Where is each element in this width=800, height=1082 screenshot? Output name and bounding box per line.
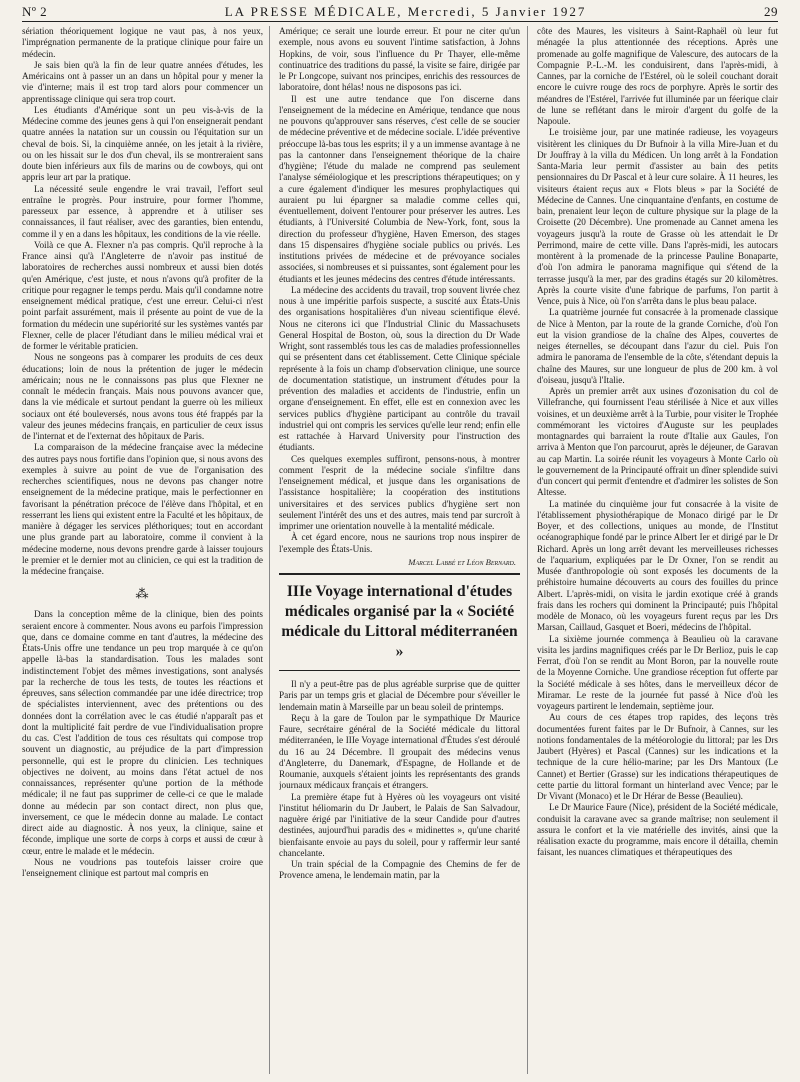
article-title: IIIe Voyage international d'études médicales organisé par la « Société médicale du Littoral méditerranéen » bbox=[281, 583, 518, 660]
header-rule bbox=[22, 21, 778, 22]
issue-number: Nº 2 bbox=[22, 4, 48, 19]
column-divider bbox=[269, 26, 270, 1074]
paragraph: Les étudiants d'Amérique sont un peu vis-à-vis de la Médecine comme des jeunes gens à qui l'on enseignerait pendant quatre années la natation sur un coussin ou l'équitation sur un cheval de bois. Si, la cinquième année, on les jetait à la rivière, ou on les hissait sur le dos d'un cheval, ils se montreraient sans doute bien inférieurs aux fils de marins ou de cowboys, qui ont appris leur art par la pratique. bbox=[22, 104, 263, 183]
paragraph: Amérique; ce serait une lourde erreur. Et pour ne citer qu'un exemple, nous avons eu souvent l'intime satisfaction, à Johns Hopkins, de voir, sous l'influence du Pr Thayer, elle-même continuatrice des traditions du passé, la visite se faire, dirigée par le Pr Longcope, suivant nos principes, enrichis des ressources de laboratoire, dont hélas! nous ne disposons pas ici. bbox=[279, 26, 520, 93]
paragraph: La matinée du cinquième jour fut consacrée à la visite de l'établissement physiothérapique de Monaco dirigé par le Dr Boyer, et des collections, uniques au monde, de l'Institut océanographique fondé par le prince Albert Ier et dirigé par le Dr Richard. Après un long arrêt devant les merveilleuses richesses de l'aquarium, expliquées par le Dr Oxner, l'on se rendit au Musée d'anthropologie où sont exposés les documents de la préhistoire humaine découverts au cours des fouilles du prince Albert. L'après-midi, on visita le jardin exotique créé à grands frais dans les rochers qui dominent la Principauté; puis l'hôpital modèle de Monaco, où les voyageurs furent reçus par les Drs Marsan, Caillaud, Gasquet et Boeri, médecins de l'hôpital. bbox=[537, 498, 778, 633]
article-signature: Marcel Labbé et Léon Bernard. bbox=[408, 556, 516, 567]
paragraph: La quatrième journée fut consacrée à la promenade classique de Nice à Menton, par la route de la grande Corniche, d'où l'on eut la vision grandiose de la chaîne des Alpes, couvertes de neiges éternelles, se découpant dans l'azur du ciel. Puis l'on admira le panorama de l'ensemble de la côte, s'étendant depuis la chaîne des Maures, sur une longueur de plus de 200 km. à vol d'oiseau, jusqu'à l'Italie. bbox=[537, 307, 778, 385]
paragraph: Voilà ce que A. Flexner n'a pas compris. Qu'il reproche à la France ainsi qu'à l'Angleterre de n'avoir pas institué de laboratoires de recherches aussi nombreux et aussi bien dotés qu'en Amérique, c'est juste, et nous n'avons qu'à profiter de la critique pour regagner le temps perdu. Mais qu'il condamne notre enseignement médical pratique, c'est une erreur. Celui-ci n'est point parfait assurément, mais il présente au point de vue de la formation du médecin une supériorité sur les systèmes vantés par Flexner, celle de placer l'étudiant dans le milieu médical vrai et de former le véritable praticien. bbox=[22, 239, 263, 351]
section-separator: ⁂ bbox=[135, 586, 150, 602]
paragraph: Un train spécial de la Compagnie des Chemins de fer de Provence amena, le lendemain matin, par la bbox=[279, 859, 520, 881]
paragraph: Dans la conception même de la clinique, bien des points seraient encore à commenter. Nous avons eu parfois l'impression que, dans ce domaine comme en tant d'autres, la médecine des États-Unis offre une tendance un peu trop marquée à ce qu'on appelle là-bas la standardisation. Tous les malades sont indistinctement l'objet des mêmes investigations, sont analysés par la recherche de tous les tests, de toutes les réactions et épreuves, sans sélection commandée par une idée directrice; trop de spécialistes interviennent, avec des prétentions ou des données dont la corrélation avec le cas étudié n'apparaît pas et dont la multiplicité fait perdre de vue l'individualisation propre du cas. C'est l'addition de tous ces résultats qui compose trop souvent un diagnostic, au préjudice de la part d'impression personnelle, qui est le propre du clinicien. Les techniques objectives ne doivent, au moins dans l'état actuel de nos connaissances, représenter qu'une portion de la méthode médicale; il ne faut pas supprimer de celle-ci ce que le malade donne au médecin par son contact direct, non plus que, inversement, ce que le médecin donne au malade. Le contact direct aide au diagnostic. À nos yeux, la clinique, saine et féconde, implique une sorte de corps à corps et aussi de cœur à cœur, entre le malade et le médecin. bbox=[22, 609, 263, 856]
paragraph: La première étape fut à Hyères où les voyageurs ont visité l'institut héliomarin du Dr Jaubert, le Palais de San Salvadour, naguère érigé par l'initiative de la sœur Candide pour d'autres destinées, aujourd'hui paradis des « midinettes », qu'une charité bienfaisante envoie au pays du soleil, pour y raffermir leur santé chancelante. bbox=[279, 791, 520, 858]
column-3 bbox=[537, 26, 778, 1074]
paragraph: Il n'y a peut-être pas de plus agréable surprise que de quitter Paris par un temps gris et glacial de Décembre pour s'éveiller le lendemain matin à Marseille par un beau soleil de printemps. bbox=[279, 679, 520, 712]
paragraph: Je sais bien qu'à la fin de leur quatre années d'études, les Américains ont à passer un an dans un hôpital pour y mener la vie d'interne; mais il est trop tard alors pour commencer un apprentissage clinique qui sera trop court. bbox=[22, 59, 263, 104]
paragraph: Il est une autre tendance que l'on discerne dans l'enseignement de la médecine en Amérique, tendance que nous ne pouvons qu'approuver sans réserves, c'est celle de se soucier de médecine préventive et de médecine sociale. L'idée préventive préoccupe là-bas tous les esprits; il y a un immense avantage à ne pas la cantonner dans l'enseignement théorique de la chaire d'hygiène; l'étude du malade ne comprend pas seulement l'analyse séméiologique et les prescriptions thérapeutiques; on y a cure également d'indiquer les mesures prophylactiques qui auraient pu lui épargner sa maladie comme celles qui, éventuellement, doivent l'entourer pour préserver les autres. Les étudiants, à l'Université Columbia de New-York, font, sous la direction du professeur d'hygiène, Haven Emerson, des stages dans 15 dispensaires d'hygiène sociale publics ou privés. Les institutions privées de médecine et de prévoyance sociales associées, si nombreuses et si puissantes, sont également pour les étudiants et les jeunes médecins des centres d'étude intéressants. bbox=[279, 93, 520, 284]
paragraph: côte des Maures, les visiteurs à Saint-Raphaël où leur fut ménagée la plus attentionnée des réceptions. Après une promenade au golfe magnifique de Valescure, des autocars de la Compagnie P.-L.-M. les conduisirent, dans l'après-midi, à Cannes, par la corniche de l'Estérel, où le soleil couchant dorait encore le cuivre rouge des rocs de porphyre. Après le sortir des méandres de l'Estérel, l'arrivée fut illuminée par un féerique clair de lune se reflétant dans le miroir d'argent du golfe de la Napoule. bbox=[537, 26, 778, 126]
paragraph: Le troisième jour, par une matinée radieuse, les voyageurs visitèrent les cliniques du Dr Bufnoir à la villa Mire-Juan et du Dr Jouffray à la villa du Médicen. Un long arrêt à la Fondation Santa-Maria leur permit d'assister au bain des petits pensionnaires du Dr Pascal et à leur cure solaire. À 11 heures, les visiteurs étaient reçus aux « Flots bleus » par la Société de Médecine de Cannes. Une cinquantaine d'enfants, en costume de bain, prenaient leur leçon de culture physique sur la plage de la Croisette (20 Décembre). Une promenade au Cannet amena les voyageurs jusqu'à la route de Grasse où les attendait le Dr Perrimond, maire de cette ville. Dans l'après-midi, les autocars montèrent à la promenade de la princesse Pauline Bonaparte, d'où l'on admira le panorama magnifique qui s'étend de la terrasse jusqu'à la mer, par des gradins étagés sur 20 kilomètres. Après la courte visite d'une fabrique de parfums, l'on partit à Vence, puis à Nice, où l'on s'arrêta dans le plus beau palace. bbox=[537, 127, 778, 306]
paragraph: Le Dr Maurice Faure (Nice), président de la Société médicale, conduisit la caravane avec sa grande maîtrise; non seulement il assura le confort et la vie matérielle des invités, ainsi que la réalisation exacte du programme, mais encore il détailla, chemin faisant, les nuances climatiques et thérapeutiques des bbox=[537, 802, 778, 858]
paragraph: La comparaison de la médecine française avec la médecine des autres pays nous fortifie dans l'opinion que, si nous avons des exemples à suivre au point de vue de l'organisation des recherches scientifiques, nous ne devons pas changer notre enseignement de la médecine pratique, mais le perfectionner en favorisant la pénétration précoce de l'élève dans l'hôpital, et en resserrant les liens qui existent entre la Faculté et les hôpitaux, de manière à dégager les services pléthoriques; tout en accordant une plus grande part au laboratoire, comme il convient à la médecine moderne, nous devons prendre garde à laisser toujours le premier et le dernier mot au clinicien, ce qui est la tradition de la médecine française. bbox=[22, 442, 263, 576]
column-divider bbox=[527, 26, 528, 1074]
paragraph: La médecine des accidents du travail, trop souvent livrée chez nous à une impéritie parfois suspecte, a suscité aux États-Unis des organisations hospitalières d'un niveau scientifique élevé. Nous ne citerons ici que l'Industrial Clinic du Massachusets General Hospital de Boston, où, sous la direction du Dr Wade Wright, sont rassemblés tous les cas de maladies professionnelles qui se présentent dans cet établissement. Cette Clinique spéciale représente à la fois un champ d'observation clinique, une source de documentation statistique, un instrument d'études pour la prévention des maladies et accidents de l'industrie, enfin un organe d'enseignement. En effet, elle est en connexion avec les services publics d'hygiène participant au contrôle du travail industriel qui ont compris les services qu'elle leur rend; enfin elle est rattachée à Harvard University pour l'instruction des étudiants. bbox=[279, 284, 520, 453]
column-2 bbox=[279, 26, 520, 1074]
column-1 bbox=[22, 26, 263, 1074]
page-header bbox=[22, 4, 778, 20]
paragraph: Ces quelques exemples suffiront, pensons-nous, à montrer comment l'esprit de la médecine sociale s'infiltre dans l'enseignement médical, et jusque dans les organisations de l'assistance hospitalière; la coopération des institutions universitaires et des services publics d'hygiène sert non seulement l'intérêt des uns et des autres, mais tend par surcroît à imprimer une orientation nouvelle à la mentalité médicale. bbox=[279, 453, 520, 531]
paragraph: Nous ne songeons pas à comparer les produits de ces deux éducations; loin de nous la prétention de juger le médecin américain; nous ne le connaissons pas plus que Flexner ne connaît le médecin français. Mais nous pouvons avancer que, dans la vie médicale et surtout pendant la guerre où les milieux sociaux ont été bouleversés, nous avons tous été frappés par la valeur des jeunes médecins français, en particulier de ceux issus de l'internat et de l'externat des hôpitaux de Paris. bbox=[22, 352, 263, 441]
paragraph: Nous ne voudrions pas toutefois laisser croire que l'enseignement clinique est partout mal compris en bbox=[22, 856, 263, 878]
article-title-box bbox=[279, 574, 520, 671]
paragraph: Reçu à la gare de Toulon par le sympathique Dr Maurice Faure, secrétaire général de la Société médicale du littoral méditerranéen, le IIIe Voyage international d'Études s'est déroulé du 16 au 24 Décembre. Il groupait des médecins venus d'Angleterre, du Danemark, d'Espagne, de Hollande et de Roumanie, auxquels s'étaient joints les représentants des grands journaux médicaux français et étrangers. bbox=[279, 712, 520, 791]
journal-title-date: LA PRESSE MÉDICALE, Mercredi, 5 Janvier 1927 bbox=[224, 4, 587, 19]
page-number: 29 bbox=[764, 4, 778, 19]
paragraph: La sixième journée commença à Beaulieu où la caravane visita les jardins magnifiques créés par le Dr Berlioz, puis le cap Ferrat, d'où l'on se rendit au Mont Boron, par la nouvelle route de la Moyenne Corniche. Une grandiose réception fut offerte par la Société médicale à ses hôtes, dans le merveilleux décor de Miramar. Le reste de la journée fut passé à Nice d'où les voyageurs partirent le lendemain, septième jour. bbox=[537, 633, 778, 711]
paragraph: sériation théoriquement logique ne vaut pas, à nos yeux, l'imprégnation permanente de la pratique clinique pour faire un médecin. bbox=[22, 26, 263, 59]
paragraph: À cet égard encore, nous ne saurions trop nous inspirer de l'exemple des États-Unis. bbox=[279, 532, 520, 554]
paragraph: Après un premier arrêt aux usines d'ozonisation du col de Villefranche, qui fournissent l'eau stérilisée à Nice et aux villes voisines, et un deuxième arrêt à la Turbie, pour visiter le Trophée commémorant les victoires d'Auguste sur les peuplades montagnardes qui barraient la route d'Italie aux Gaules, l'on arriva à Menton que l'on parcourut, après le déjeuner, de Garavan au cap Martin. La soirée réunit les voyageurs à Monte Carlo où le gouvernement de la Principauté offrait un dîner splendide suivi d'un concert qui permit d'entendre et d'admirer les solistes de Son Altesse. bbox=[537, 386, 778, 498]
paragraph: Au cours de ces étapes trop rapides, des leçons très documentées furent faites par le Dr Bufnoir, à Cannes, sur les notions fondamentales de la météorologie du littoral; par les Drs Jaubert (Hyères) et Pascal (Cannes) sur les indications et la technique de la cure hélio-marine; par les Drs Mantoux (Le Cannet) et Bertier (Grasse) sur les indications thérapeutiques de cette partie du littoral formant un hinterland avec Vence; par le Dr Vivant (Monaco) et le Dr Hérar de Besse (Beaulieu). bbox=[537, 712, 778, 801]
paragraph: La nécessité seule engendre le vrai travail, l'effort seul entraîne le progrès. Pour instruire, pour former l'homme, paresseux par essence, à apprendre et à utiliser ses connaissances, il faut réaliser, avec des garanties, bien entendu, comme il y en a dans les hôpitaux, les conditions de la vie réelle. bbox=[22, 183, 263, 239]
